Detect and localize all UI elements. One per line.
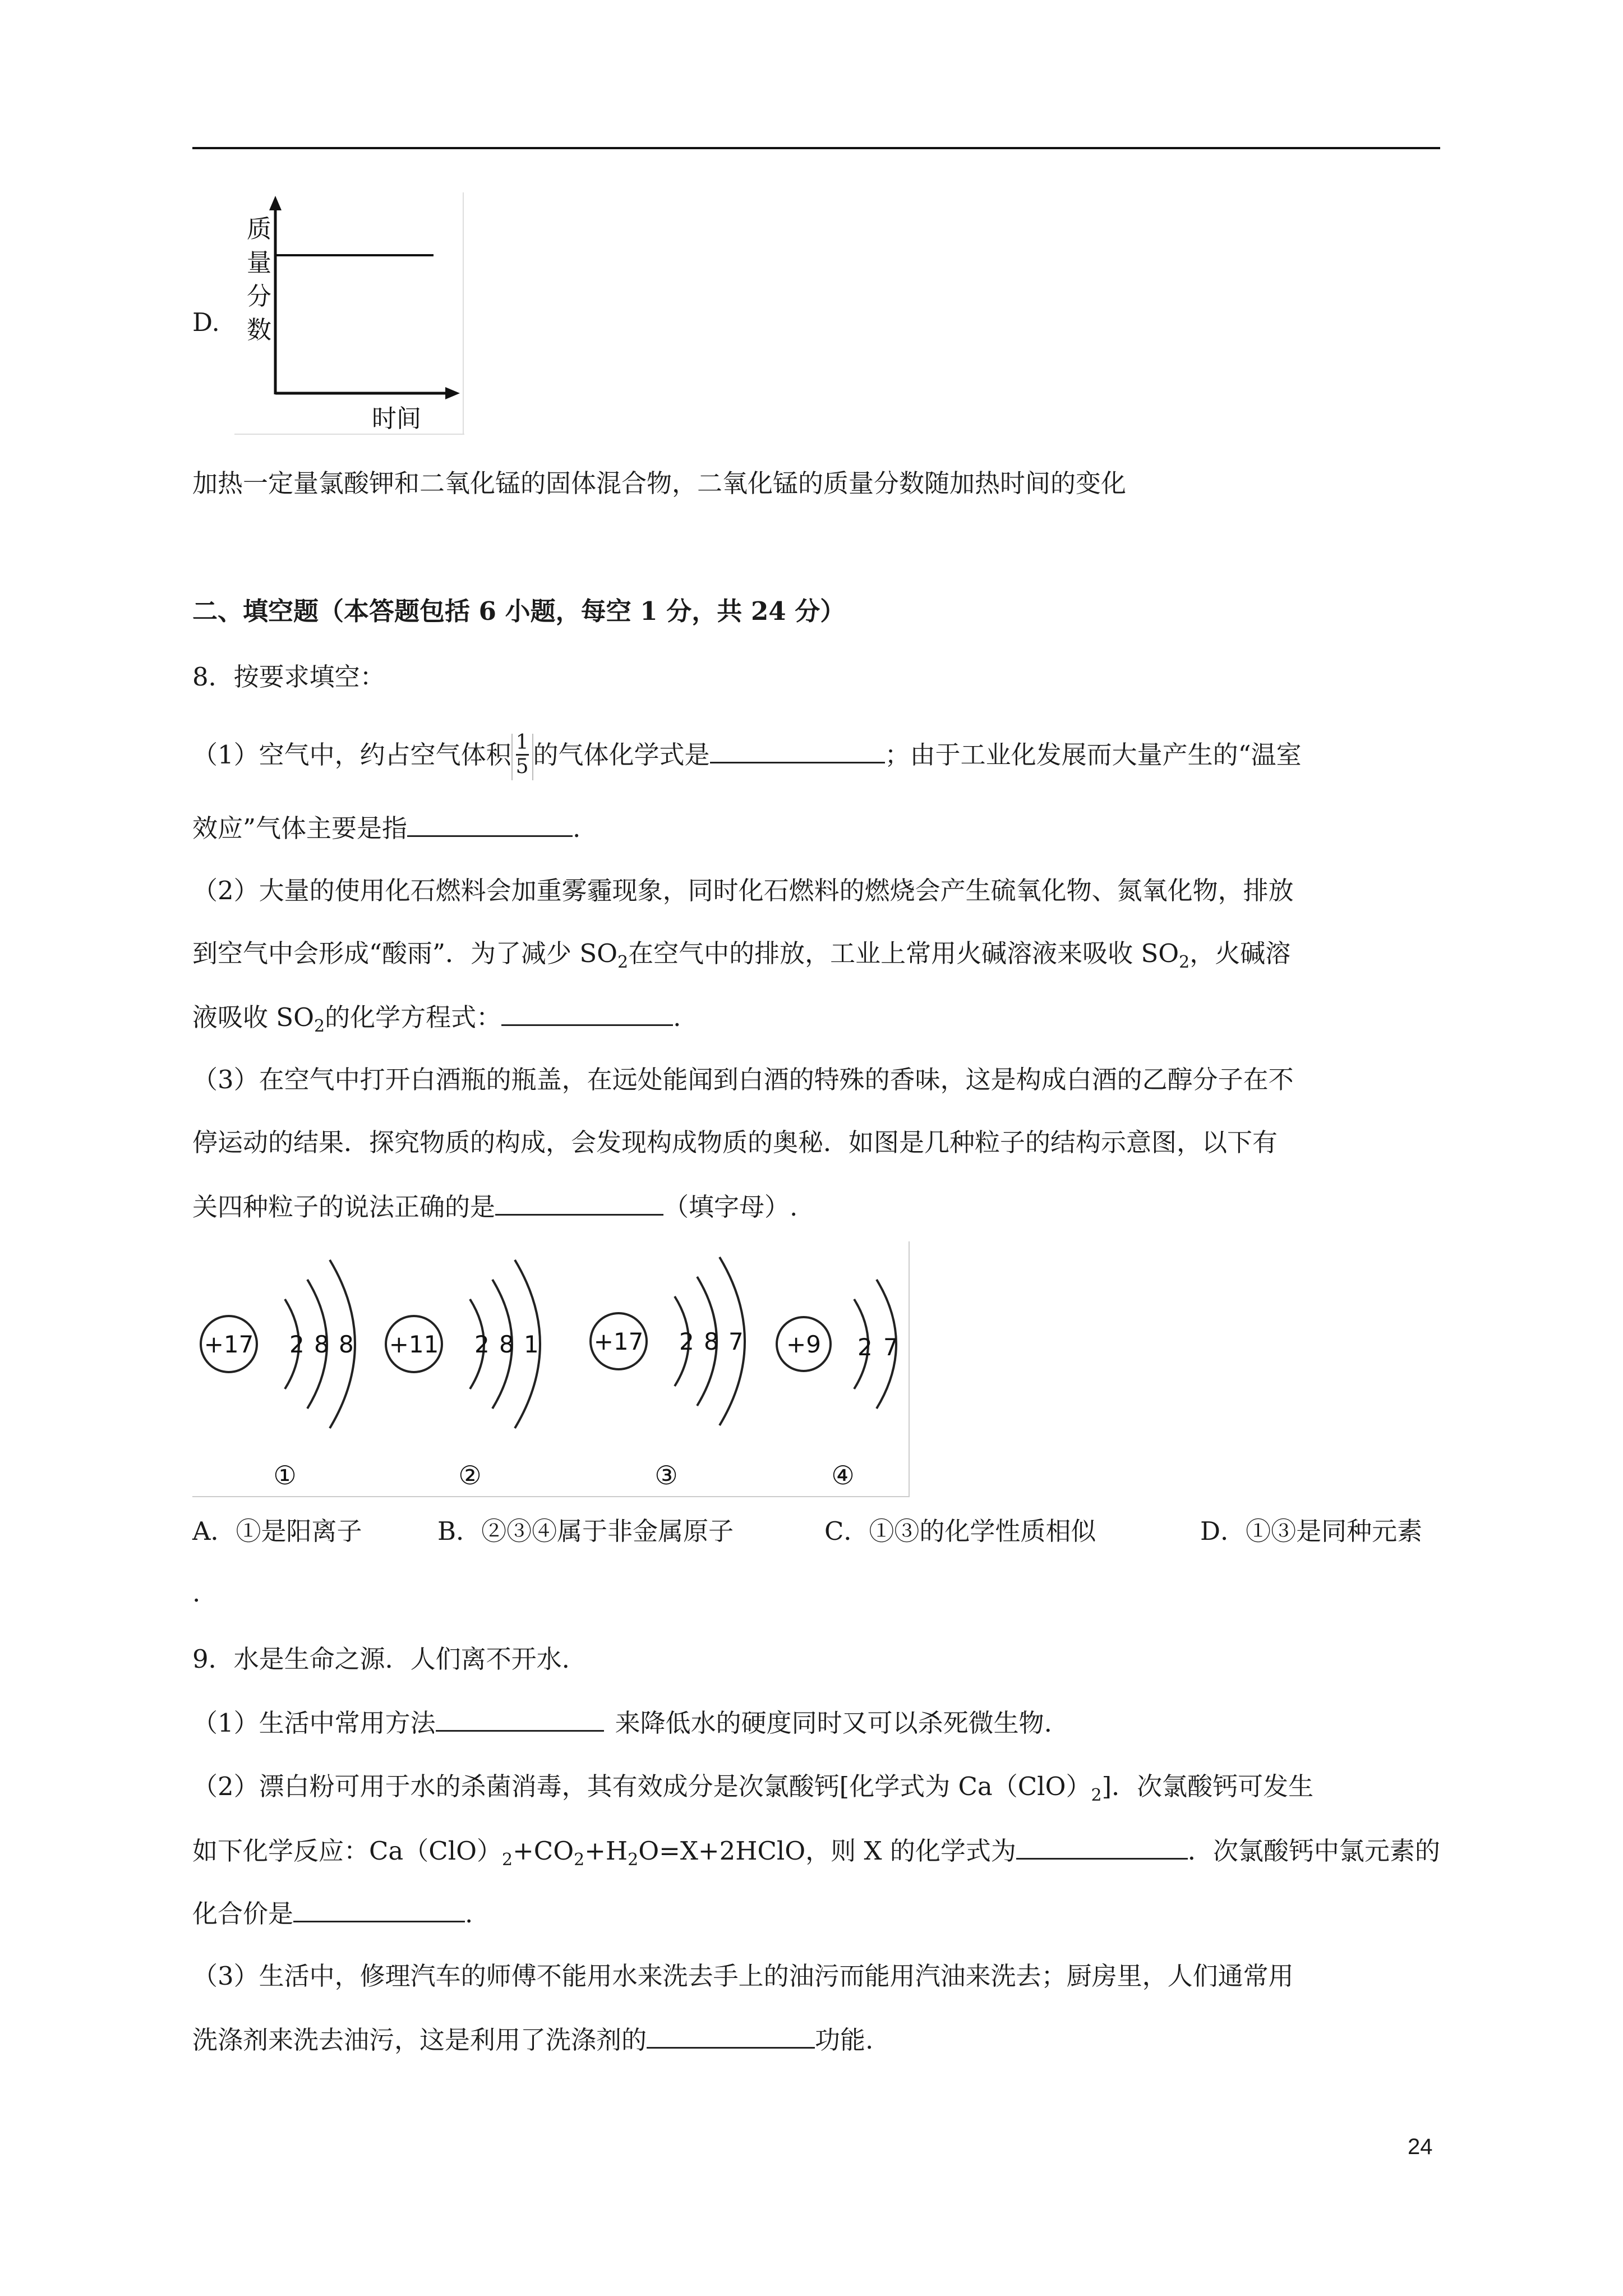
- particle-4: [777, 1280, 898, 1490]
- q9-p2-text-e: +H: [584, 1836, 628, 1866]
- q8-p3-text-b: （填字母）.: [663, 1192, 798, 1222]
- q8-part2-line3: [192, 1000, 681, 1043]
- answer-blank-1[interactable]: [710, 737, 885, 763]
- particle-label: ①: [273, 1460, 297, 1490]
- shell-electrons: 2: [289, 1331, 305, 1358]
- subscript: 2: [617, 953, 629, 972]
- q8-option-c[interactable]: C．①③的化学性质相似: [824, 1516, 1096, 1546]
- q8-p1-text-d: 效应”气体主要是指: [192, 813, 408, 843]
- nucleus-charge: +11: [389, 1331, 439, 1358]
- q8-part1-line1: [192, 731, 1302, 780]
- q9-p2-text-i: .: [465, 1899, 473, 1929]
- q9-part2-line2: [192, 1833, 1440, 1877]
- particle-label: ②: [458, 1460, 482, 1490]
- particle-2: [386, 1260, 540, 1490]
- q9-p2-text-b: ]．次氯酸钙可发生: [1101, 1772, 1314, 1801]
- page-number: 24: [1408, 2134, 1433, 2159]
- particle-diagrams: [192, 1241, 910, 1498]
- y-label-char: 分: [247, 282, 271, 311]
- shell-electrons: 8: [499, 1331, 514, 1358]
- y-label-char: 数: [247, 316, 271, 344]
- q8-stem: 8．按要求填空：: [192, 662, 385, 692]
- nucleus-charge: +9: [786, 1331, 821, 1358]
- q9-p2-text-g: ．次氯酸钙中氯元素的: [1187, 1836, 1440, 1866]
- q8-p1-text-c: ；由于工业化发展而大量产生的“温室: [884, 740, 1302, 770]
- q9-stem: 9．水是生命之源．人们离不开水.: [192, 1644, 570, 1674]
- q8-part3-line2: 停运动的结果．探究物质的构成，会发现构成物质的奥秘．如图是几种粒子的结构示意图，以下有: [192, 1128, 1278, 1157]
- x-axis-label: 时间: [372, 404, 421, 433]
- particle-3: [591, 1257, 745, 1490]
- q8-p1-text-a: （1）空气中，约占空气体积: [192, 740, 511, 770]
- q8-option-a[interactable]: A．①是阳离子: [192, 1516, 362, 1546]
- q9-part3-line1: （3）生活中，修理汽车的师傅不能用水来洗去手上的油污而能用汽油来洗去；厨房里，人们通常用: [192, 1961, 1294, 1991]
- answer-blank-7[interactable]: [293, 1896, 465, 1922]
- option-d-caption: 加热一定量氯酸钾和二氧化锰的固体混合物，二氧化锰的质量分数随加热时间的变化: [192, 468, 1127, 498]
- q9-part1: [192, 1705, 1052, 1740]
- shell-electrons: 8: [704, 1328, 719, 1355]
- y-axis-arrow: [269, 196, 282, 210]
- q9-part3-line2: [192, 2022, 873, 2057]
- particle-label: ③: [654, 1460, 678, 1490]
- answer-blank-8[interactable]: [647, 2022, 815, 2049]
- q8-part3-line1: （3）在空气中打开白酒瓶的瓶盖，在远处能闻到白酒的特殊的香味，这是构成白酒的乙醇分子在不: [192, 1065, 1294, 1094]
- option-d-label: D.: [192, 307, 220, 337]
- header-rule: [192, 147, 1440, 149]
- q9-p1-text-b: 来降低水的硬度同时又可以杀死微生物.: [615, 1708, 1052, 1738]
- fraction-one-fifth: [511, 731, 533, 780]
- subscript: 2: [628, 1850, 639, 1870]
- q8-p2-text-d: 液吸收 SO: [192, 1002, 315, 1032]
- q8-p1-text-e: .: [573, 813, 581, 843]
- particle-structure-figure: [192, 1241, 910, 1498]
- q8-p2-text-f: .: [673, 1002, 681, 1032]
- answer-blank-3[interactable]: [501, 1000, 673, 1026]
- q8-part2-line2: [192, 937, 1290, 979]
- subscript: 2: [1091, 1786, 1102, 1805]
- q9-p2-text-c: 如下化学反应：Ca（ClO）: [192, 1836, 502, 1866]
- mass-fraction-chart: [234, 192, 464, 435]
- particle-1: [201, 1260, 355, 1490]
- x-axis-arrow: [445, 387, 460, 399]
- q8-part2-line1: （2）大量的使用化石燃料会加重雾霾现象，同时化石燃料的燃烧会产生硫氧化物、氮氧化物，排放: [192, 876, 1294, 905]
- shell-electrons: 1: [524, 1331, 539, 1358]
- q9-p1-text-a: （1）生活中常用方法: [192, 1708, 436, 1738]
- answer-blank-4[interactable]: [495, 1189, 663, 1216]
- section-title: 二、填空题（本答题包括 6 小题，每空 1 分，共 24 分）: [192, 596, 846, 626]
- q8-option-b[interactable]: B．②③④属于非金属原子: [437, 1516, 734, 1546]
- shell-electrons: 2: [474, 1331, 490, 1358]
- subscript: 2: [314, 1016, 325, 1036]
- q8-p1-text-b: 的气体化学式是: [533, 740, 710, 770]
- fraction-numerator: 1: [516, 731, 529, 756]
- q9-p3-text-b: 功能.: [815, 2025, 874, 2055]
- answer-blank-5[interactable]: [436, 1705, 604, 1732]
- shell-electrons: 8: [339, 1331, 354, 1358]
- q9-p2-text-a: （2）漂白粉可用于水的杀菌消毒，其有效成分是次氯酸钙[化学式为 Ca（ClO）: [192, 1772, 1091, 1801]
- answer-blank-6[interactable]: [1016, 1833, 1188, 1860]
- fraction-denominator: 5: [515, 755, 529, 778]
- q9-p2-text-d: +CO: [513, 1836, 574, 1866]
- shell-electrons: 2: [679, 1328, 694, 1355]
- shell-electrons: 2: [857, 1333, 873, 1361]
- shell-electrons: 7: [728, 1328, 744, 1355]
- q9-p2-text-f: O=X+2HClO，则 X 的化学式为: [638, 1836, 1016, 1866]
- particle-label: ④: [831, 1460, 855, 1490]
- q8-part3-line3: [192, 1189, 797, 1224]
- option-d-chart: [234, 192, 464, 435]
- q8-p3-text-a: 关四种粒子的说法正确的是: [192, 1192, 496, 1222]
- y-label-char: 质: [247, 215, 271, 243]
- shell-electrons: 8: [314, 1331, 329, 1358]
- q8-p2-text-e: 的化学方程式：: [325, 1002, 502, 1032]
- q9-p3-text-a: 洗涤剂来洗去油污，这是利用了洗涤剂的: [192, 2025, 647, 2055]
- q9-part2-line1: [192, 1770, 1313, 1812]
- subscript: 2: [574, 1850, 585, 1870]
- q8-p2-text-c: ，火碱溶: [1189, 938, 1291, 968]
- subscript: 2: [501, 1850, 513, 1870]
- q8-p2-text-a: 到空气中会形成“酸雨”．为了减少 SO: [192, 938, 618, 968]
- q8-p2-text-b: 在空气中的排放，工业上常用火碱溶液来吸收 SO: [628, 938, 1179, 968]
- nucleus-charge: +17: [593, 1328, 644, 1355]
- shell-electrons: 7: [883, 1333, 898, 1361]
- subscript: 2: [1179, 953, 1190, 972]
- q8-trailing-dot: .: [192, 1578, 201, 1608]
- q9-part2-line3: [192, 1896, 473, 1931]
- y-label-char: 量: [247, 249, 271, 277]
- nucleus-charge: +17: [204, 1331, 254, 1358]
- answer-blank-2[interactable]: [407, 811, 573, 837]
- q8-option-d[interactable]: D．①③是同种元素: [1200, 1516, 1423, 1546]
- q9-p2-text-h: 化合价是: [192, 1899, 294, 1929]
- q8-part1-line2: [192, 811, 580, 845]
